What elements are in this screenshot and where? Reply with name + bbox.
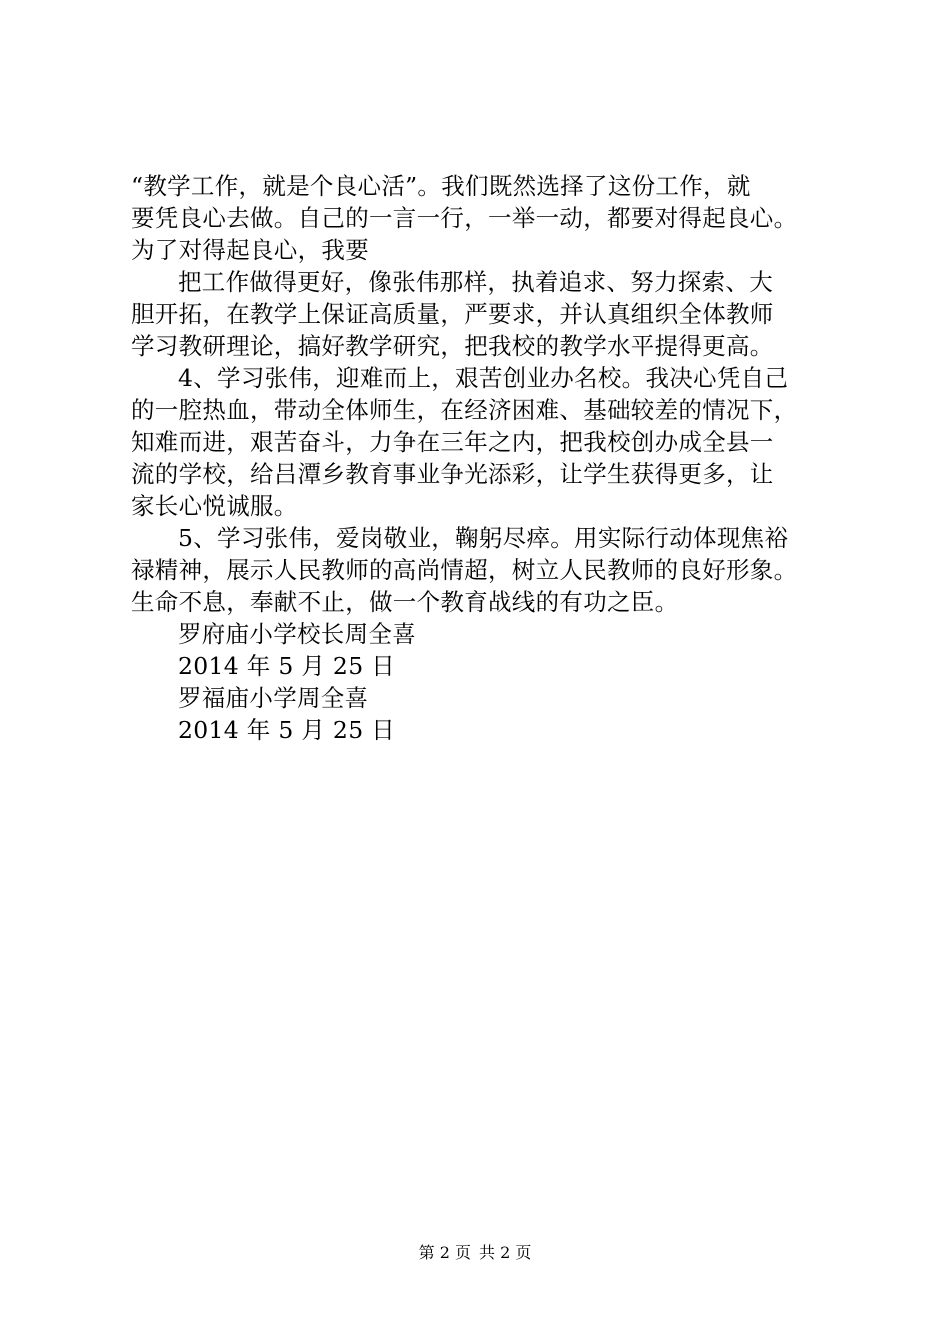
text-line: 胆开拓，在教学上保证高质量，严要求，并认真组织全体教师 [131, 300, 774, 328]
signature-date: 2014 年 5 月 25 日 [178, 652, 396, 680]
document-body [131, 170, 831, 746]
signature-date: 2014 年 5 月 25 日 [178, 716, 396, 744]
text-line: 家长心悦诚服。 [131, 492, 298, 520]
signature-name: 罗福庙小学周全喜 [178, 684, 369, 712]
text-line: 为了对得起良心，我要 [131, 236, 369, 264]
text-line: 知难而进，艰苦奋斗，力争在三年之内，把我校创办成全县一 [131, 428, 774, 456]
text-line: “教学工作，就是个良心活”。我们既然选择了这份工作，就 [131, 172, 751, 200]
text-line: 5、学习张伟，爱岗敬业，鞠躬尽瘁。用实际行动体现焦裕 [178, 524, 789, 552]
text-line: 的一腔热血，带动全体师生，在经济困难、基础较差的情况下， [131, 396, 798, 424]
page-total: 共 2 页 [479, 1243, 532, 1262]
text-line: 4、学习张伟，迎难而上，艰苦创业办名校。我决心凭自己 [178, 364, 789, 392]
page-number: 第 2 页 [418, 1243, 471, 1262]
text-line: 禄精神，展示人民教师的高尚情超，树立人民教师的良好形象。 [131, 556, 798, 584]
page-footer [0, 1243, 950, 1263]
text-line: 要凭良心去做。自己的一言一行，一举一动，都要对得起良心。 [131, 204, 798, 232]
text-line: 生命不息，奉献不止，做一个教育战线的有功之臣。 [131, 588, 679, 616]
text-line: 流的学校，给吕潭乡教育事业争光添彩，让学生获得更多，让 [131, 460, 774, 488]
signature-name: 罗府庙小学校长周全喜 [178, 620, 416, 648]
text-line: 学习教研理论，搞好教学研究，把我校的教学水平提得更高。 [131, 332, 774, 360]
text-line: 把工作做得更好，像张伟那样，执着追求、努力探索、大 [178, 268, 773, 296]
